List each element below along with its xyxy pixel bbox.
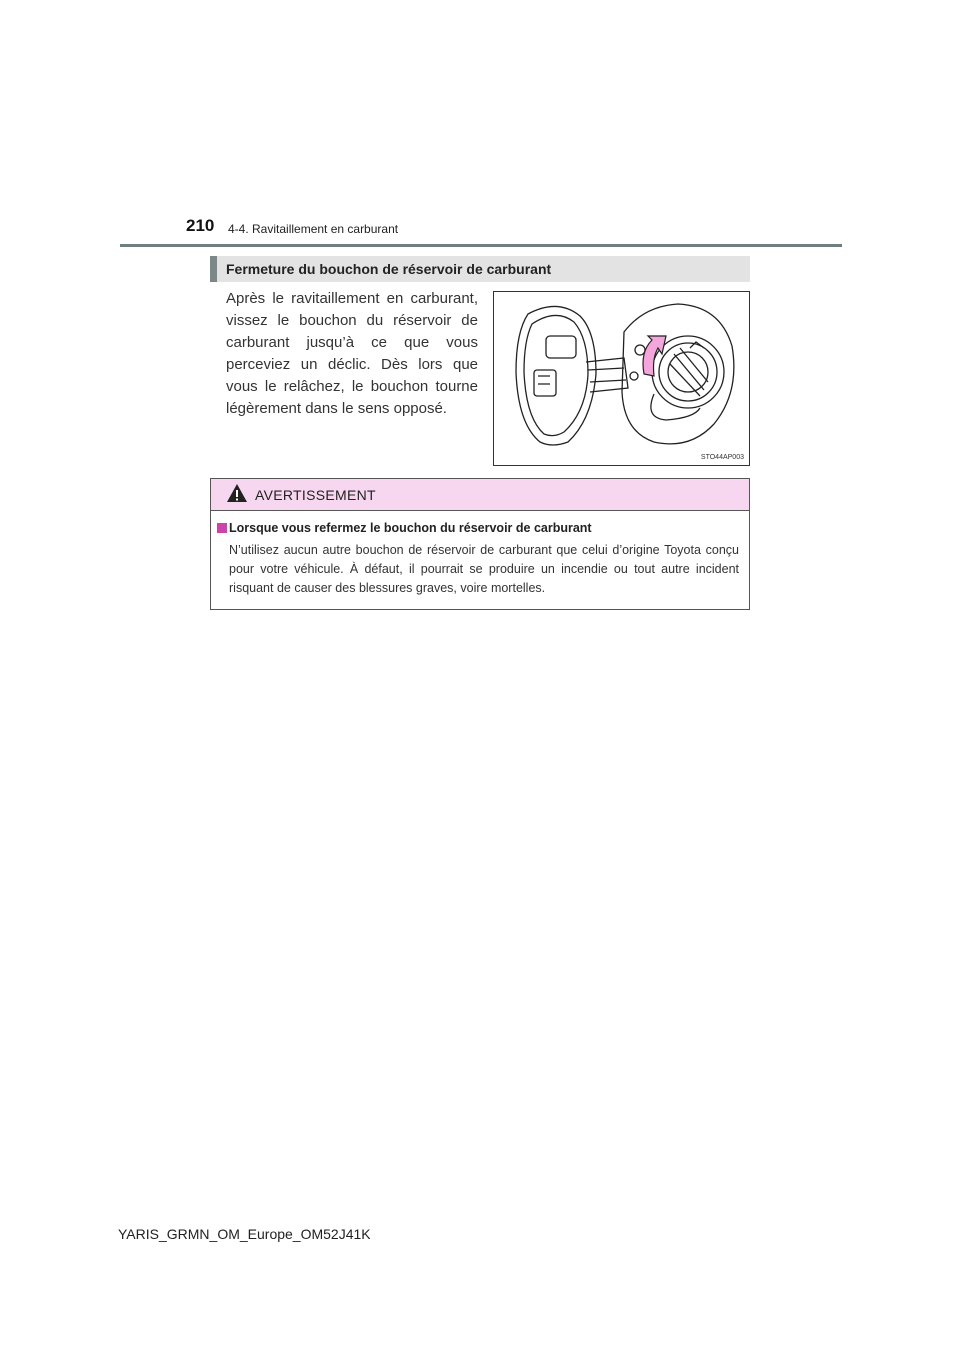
rotation-arrow	[643, 336, 666, 376]
section-heading	[210, 256, 750, 282]
document-footer: YARIS_GRMN_OM_Europe_OM52J41K	[118, 1226, 371, 1242]
warning-subtitle: Lorsque vous refermez le bouchon du réservoir de carburant	[229, 521, 592, 535]
warning-text: N’utilisez aucun autre bouchon de réservoir de carburant que celui d’origine Toyota conçu pour votre véhicule. À défaut, il pourrait se produire un incendie ou tout autre incident risquant de causer des blessures graves, voire mortelles.	[229, 543, 739, 595]
bullet-square-icon	[217, 523, 227, 533]
section-heading-text: Fermeture du bouchon de réservoir de carburant	[226, 261, 552, 277]
warning-title: AVERTISSEMENT	[255, 487, 376, 503]
warning-header	[211, 479, 749, 511]
section-title: 4-4. Ravitaillement en carburant	[228, 222, 399, 236]
instruction-paragraph: Après le ravitaillement en carburant, vissez le bouchon du réservoir de carburant jusqu’à ce que vous perceviez un déclic. Dès lors que vous le relâchez, le bouchon tourne légèrement dans le sens opposé.	[226, 290, 478, 417]
warning-triangle-icon	[226, 483, 248, 503]
warning-box	[210, 478, 750, 610]
figure-code: STO44AP003	[700, 454, 744, 461]
header-divider	[120, 244, 842, 247]
page-number: 210	[186, 216, 215, 235]
fuel-cap-drawing	[494, 292, 749, 465]
fuel-cap-illustration	[493, 291, 750, 466]
